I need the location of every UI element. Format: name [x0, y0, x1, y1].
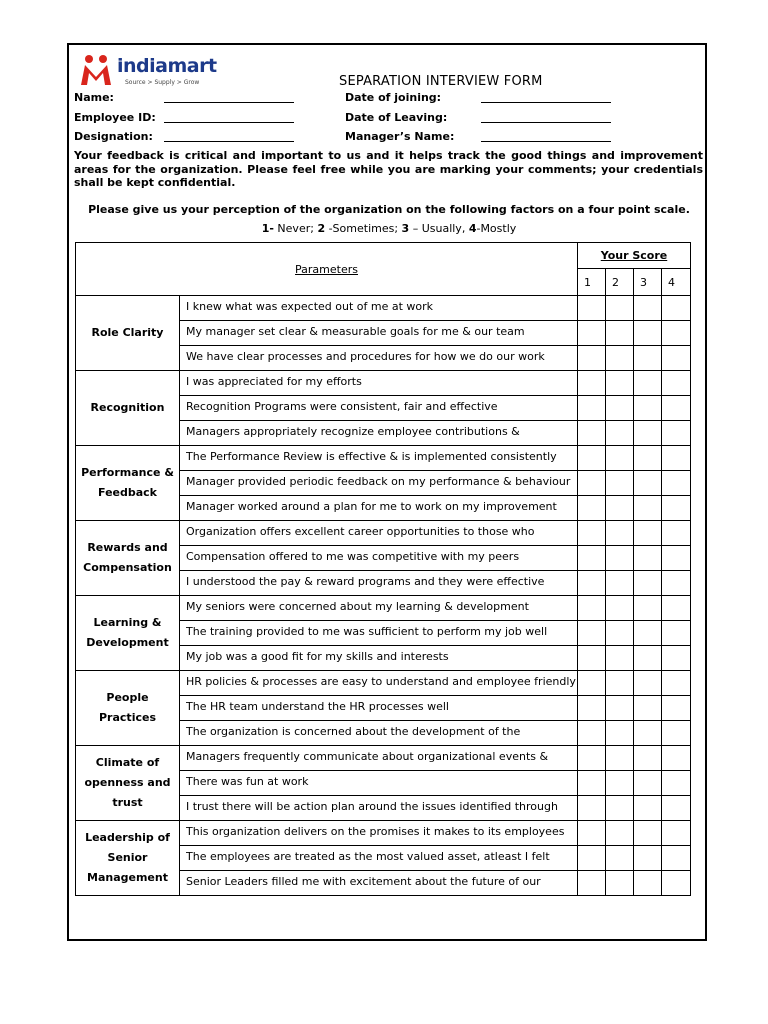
score-box-1[interactable] — [578, 296, 606, 321]
score-box-2[interactable] — [606, 871, 634, 896]
score-box-3[interactable] — [634, 821, 662, 846]
table-row — [76, 296, 691, 321]
scale-num-4: 4 — [468, 222, 477, 235]
score-box-4[interactable] — [662, 696, 691, 721]
parameter-text: Manager worked around a plan for me to work on my improvement — [186, 500, 557, 513]
scale-text-1: Never; — [273, 222, 318, 235]
logo-mark-icon — [77, 51, 115, 89]
parameter-text: My manager set clear & measurable goals for me & our team — [186, 325, 525, 338]
form-title: SEPARATION INTERVIEW FORM — [339, 74, 543, 89]
score-box-1[interactable] — [578, 846, 606, 871]
score-box-3[interactable] — [634, 646, 662, 671]
score-box-1[interactable] — [578, 796, 606, 821]
score-box-4[interactable] — [662, 371, 691, 396]
logo-wordmark: indiamart — [117, 55, 217, 77]
score-box-3[interactable] — [634, 846, 662, 871]
score-box-1[interactable] — [578, 396, 606, 421]
scale-text-2: -Sometimes; — [325, 222, 402, 235]
parameter-text: The employees are treated as the most valued asset, atleast I felt — [186, 850, 550, 863]
parameter-text: The Performance Review is effective & is implemented consistently — [186, 450, 557, 463]
name-field[interactable] — [164, 102, 294, 103]
table-row — [76, 821, 691, 846]
parameter-text: The training provided to me was sufficient to perform my job well — [186, 625, 548, 638]
date-leaving-field[interactable] — [481, 122, 611, 123]
category-label: Climate of openness and trust — [76, 746, 180, 821]
score-box-4[interactable] — [662, 421, 691, 446]
scale-legend — [69, 222, 709, 235]
score-box-2[interactable] — [606, 821, 634, 846]
category-label: Rewards and Compensation — [76, 521, 180, 596]
score-box-3[interactable] — [634, 546, 662, 571]
parameter-statement — [180, 696, 578, 721]
score-box-2[interactable] — [606, 771, 634, 796]
score-box-1[interactable] — [578, 496, 606, 521]
score-box-4[interactable] — [662, 646, 691, 671]
score-box-2[interactable] — [606, 721, 634, 746]
score-box-4[interactable] — [662, 296, 691, 321]
score-box-1[interactable] — [578, 821, 606, 846]
score-box-2[interactable] — [606, 446, 634, 471]
instruction-text: Please give us your perception of the organization on the following factors on a four point scale. — [88, 203, 690, 216]
score-box-2[interactable] — [606, 421, 634, 446]
category-label: Leadership of Senior Management — [76, 821, 180, 896]
category-label: People Practices — [76, 671, 180, 746]
parameter-statement — [180, 771, 578, 796]
score-box-1[interactable] — [578, 646, 606, 671]
parameter-statement — [180, 671, 578, 696]
parameter-statement — [180, 496, 578, 521]
score-box-3[interactable] — [634, 721, 662, 746]
score-box-3[interactable] — [634, 296, 662, 321]
score-box-4[interactable] — [662, 321, 691, 346]
parameter-statement — [180, 421, 578, 446]
score-box-1[interactable] — [578, 321, 606, 346]
score-box-4[interactable] — [662, 596, 691, 621]
score-box-3[interactable] — [634, 496, 662, 521]
score-box-2[interactable] — [606, 571, 634, 596]
score-col-4: 4 — [662, 269, 691, 296]
parameter-text: The organization is concerned about the development of the — [186, 725, 521, 738]
parameter-statement — [180, 321, 578, 346]
score-box-4[interactable] — [662, 821, 691, 846]
score-box-3[interactable] — [634, 871, 662, 896]
parameter-statement — [180, 396, 578, 421]
manager-name-label: Manager’s Name: — [345, 130, 455, 143]
feedback-paragraph: Your feedback is critical and important to us and it helps track the good things and improvement areas for the organization. Please feel free while you are marking your comments; your credentials shall be kept confidential. — [74, 149, 703, 189]
score-box-4[interactable] — [662, 846, 691, 871]
parameter-statement — [180, 796, 578, 821]
parameter-statement — [180, 546, 578, 571]
score-box-3[interactable] — [634, 321, 662, 346]
scale-num-2: 2 — [317, 222, 326, 235]
parameter-statement — [180, 596, 578, 621]
score-box-3[interactable] — [634, 446, 662, 471]
employee-id-label: Employee ID: — [74, 111, 156, 124]
score-box-1[interactable] — [578, 671, 606, 696]
parameters-table — [75, 242, 691, 896]
parameter-statement — [180, 621, 578, 646]
score-box-1[interactable] — [578, 521, 606, 546]
score-box-2[interactable] — [606, 796, 634, 821]
score-box-4[interactable] — [662, 796, 691, 821]
scale-text-4: -Mostly — [476, 222, 517, 235]
score-box-1[interactable] — [578, 546, 606, 571]
parameter-text: Senior Leaders filled me with excitement about the future of our — [186, 875, 541, 888]
parameter-text: Managers frequently communicate about organizational events & — [186, 750, 549, 763]
score-box-1[interactable] — [578, 746, 606, 771]
employee-id-field[interactable] — [164, 122, 294, 123]
score-box-1[interactable] — [578, 696, 606, 721]
score-box-4[interactable] — [662, 871, 691, 896]
logo-tagline: Source > Supply > Grow — [125, 79, 200, 86]
score-box-4[interactable] — [662, 571, 691, 596]
parameter-text: I was appreciated for my efforts — [186, 375, 362, 388]
score-box-3[interactable] — [634, 421, 662, 446]
score-box-1[interactable] — [578, 371, 606, 396]
date-joining-label: Date of joining: — [345, 91, 442, 104]
score-box-3[interactable] — [634, 521, 662, 546]
score-col-1: 1 — [578, 269, 606, 296]
parameter-statement — [180, 571, 578, 596]
parameter-statement — [180, 846, 578, 871]
parameter-text: The HR team understand the HR processes well — [186, 700, 449, 713]
parameter-text: HR policies & processes are easy to understand and employee friendly — [186, 675, 576, 688]
parameter-statement — [180, 446, 578, 471]
score-box-4[interactable] — [662, 396, 691, 421]
manager-name-field[interactable] — [481, 141, 611, 142]
parameter-statement — [180, 521, 578, 546]
form-page — [67, 43, 707, 941]
score-box-3[interactable] — [634, 771, 662, 796]
parameter-text: This organization delivers on the promises it makes to its employees — [186, 825, 565, 838]
parameter-text: Organization offers excellent career opportunities to those who — [186, 525, 535, 538]
designation-label: Designation: — [74, 130, 153, 143]
score-box-3[interactable] — [634, 621, 662, 646]
parameter-statement — [180, 871, 578, 896]
score-box-2[interactable] — [606, 746, 634, 771]
table-row — [76, 671, 691, 696]
score-col-2: 2 — [606, 269, 634, 296]
score-box-2[interactable] — [606, 521, 634, 546]
score-box-3[interactable] — [634, 696, 662, 721]
category-label: Role Clarity — [76, 296, 180, 371]
table-row — [76, 446, 691, 471]
parameter-text: Manager provided periodic feedback on my performance & behaviour — [186, 475, 571, 488]
designation-field[interactable] — [164, 141, 294, 142]
score-box-2[interactable] — [606, 471, 634, 496]
score-box-2[interactable] — [606, 496, 634, 521]
score-box-1[interactable] — [578, 571, 606, 596]
parameter-statement — [180, 746, 578, 771]
date-leaving-label: Date of Leaving: — [345, 111, 448, 124]
score-box-3[interactable] — [634, 596, 662, 621]
score-box-2[interactable] — [606, 321, 634, 346]
category-label: Performance & Feedback — [76, 446, 180, 521]
table-row — [76, 521, 691, 546]
parameter-text: I trust there will be action plan around the issues identified through — [186, 800, 558, 813]
score-box-3[interactable] — [634, 396, 662, 421]
name-label: Name: — [74, 91, 114, 104]
table-row — [76, 371, 691, 396]
parameter-text: Managers appropriately recognize employee contributions & — [186, 425, 520, 438]
parameter-text: Compensation offered to me was competitive with my peers — [186, 550, 520, 563]
score-box-1[interactable] — [578, 446, 606, 471]
score-box-4[interactable] — [662, 671, 691, 696]
score-box-3[interactable] — [634, 346, 662, 371]
score-box-4[interactable] — [662, 721, 691, 746]
parameter-text: Recognition Programs were consistent, fair and effective — [186, 400, 498, 413]
date-joining-field[interactable] — [481, 102, 611, 103]
score-box-4[interactable] — [662, 546, 691, 571]
score-box-2[interactable] — [606, 621, 634, 646]
score-box-1[interactable] — [578, 471, 606, 496]
score-box-2[interactable] — [606, 346, 634, 371]
score-box-3[interactable] — [634, 571, 662, 596]
scale-num-1: 1- — [261, 222, 274, 235]
parameter-text: I knew what was expected out of me at work — [186, 300, 434, 313]
score-box-1[interactable] — [578, 621, 606, 646]
score-box-4[interactable] — [662, 496, 691, 521]
parameter-statement — [180, 346, 578, 371]
score-box-3[interactable] — [634, 471, 662, 496]
score-box-2[interactable] — [606, 296, 634, 321]
parameter-text: There was fun at work — [186, 775, 309, 788]
score-box-3[interactable] — [634, 671, 662, 696]
score-box-1[interactable] — [578, 596, 606, 621]
score-box-1[interactable] — [578, 346, 606, 371]
score-box-4[interactable] — [662, 746, 691, 771]
parameter-statement — [180, 646, 578, 671]
parameter-text: We have clear processes and procedures for how we do our work — [186, 350, 545, 363]
parameters-header: Parameters — [76, 243, 578, 296]
parameter-text: My seniors were concerned about my learning & development — [186, 600, 529, 613]
parameter-text: I understood the pay & reward programs and they were effective — [186, 575, 545, 588]
table-row — [76, 746, 691, 771]
score-box-3[interactable] — [634, 371, 662, 396]
score-box-4[interactable] — [662, 346, 691, 371]
scale-num-3: 3 — [401, 222, 410, 235]
score-box-3[interactable] — [634, 796, 662, 821]
score-box-2[interactable] — [606, 396, 634, 421]
score-box-4[interactable] — [662, 446, 691, 471]
category-label: Recognition — [76, 371, 180, 446]
parameter-statement — [180, 471, 578, 496]
parameter-statement — [180, 296, 578, 321]
score-box-1[interactable] — [578, 721, 606, 746]
score-box-2[interactable] — [606, 846, 634, 871]
scale-text-3: – Usually, — [409, 222, 469, 235]
table-row — [76, 596, 691, 621]
score-box-2[interactable] — [606, 696, 634, 721]
score-box-2[interactable] — [606, 646, 634, 671]
parameter-text: My job was a good fit for my skills and interests — [186, 650, 449, 663]
parameter-statement — [180, 721, 578, 746]
score-col-3: 3 — [634, 269, 662, 296]
parameter-statement — [180, 821, 578, 846]
score-box-2[interactable] — [606, 546, 634, 571]
score-box-2[interactable] — [606, 371, 634, 396]
score-box-4[interactable] — [662, 521, 691, 546]
score-box-2[interactable] — [606, 596, 634, 621]
indiamart-logo — [77, 51, 217, 91]
your-score-header: Your Score — [578, 243, 691, 269]
score-box-4[interactable] — [662, 771, 691, 796]
parameter-statement — [180, 371, 578, 396]
score-box-2[interactable] — [606, 671, 634, 696]
score-box-3[interactable] — [634, 746, 662, 771]
score-box-1[interactable] — [578, 421, 606, 446]
score-box-1[interactable] — [578, 871, 606, 896]
score-box-4[interactable] — [662, 471, 691, 496]
category-label: Learning & Development — [76, 596, 180, 671]
score-box-1[interactable] — [578, 771, 606, 796]
score-box-4[interactable] — [662, 621, 691, 646]
